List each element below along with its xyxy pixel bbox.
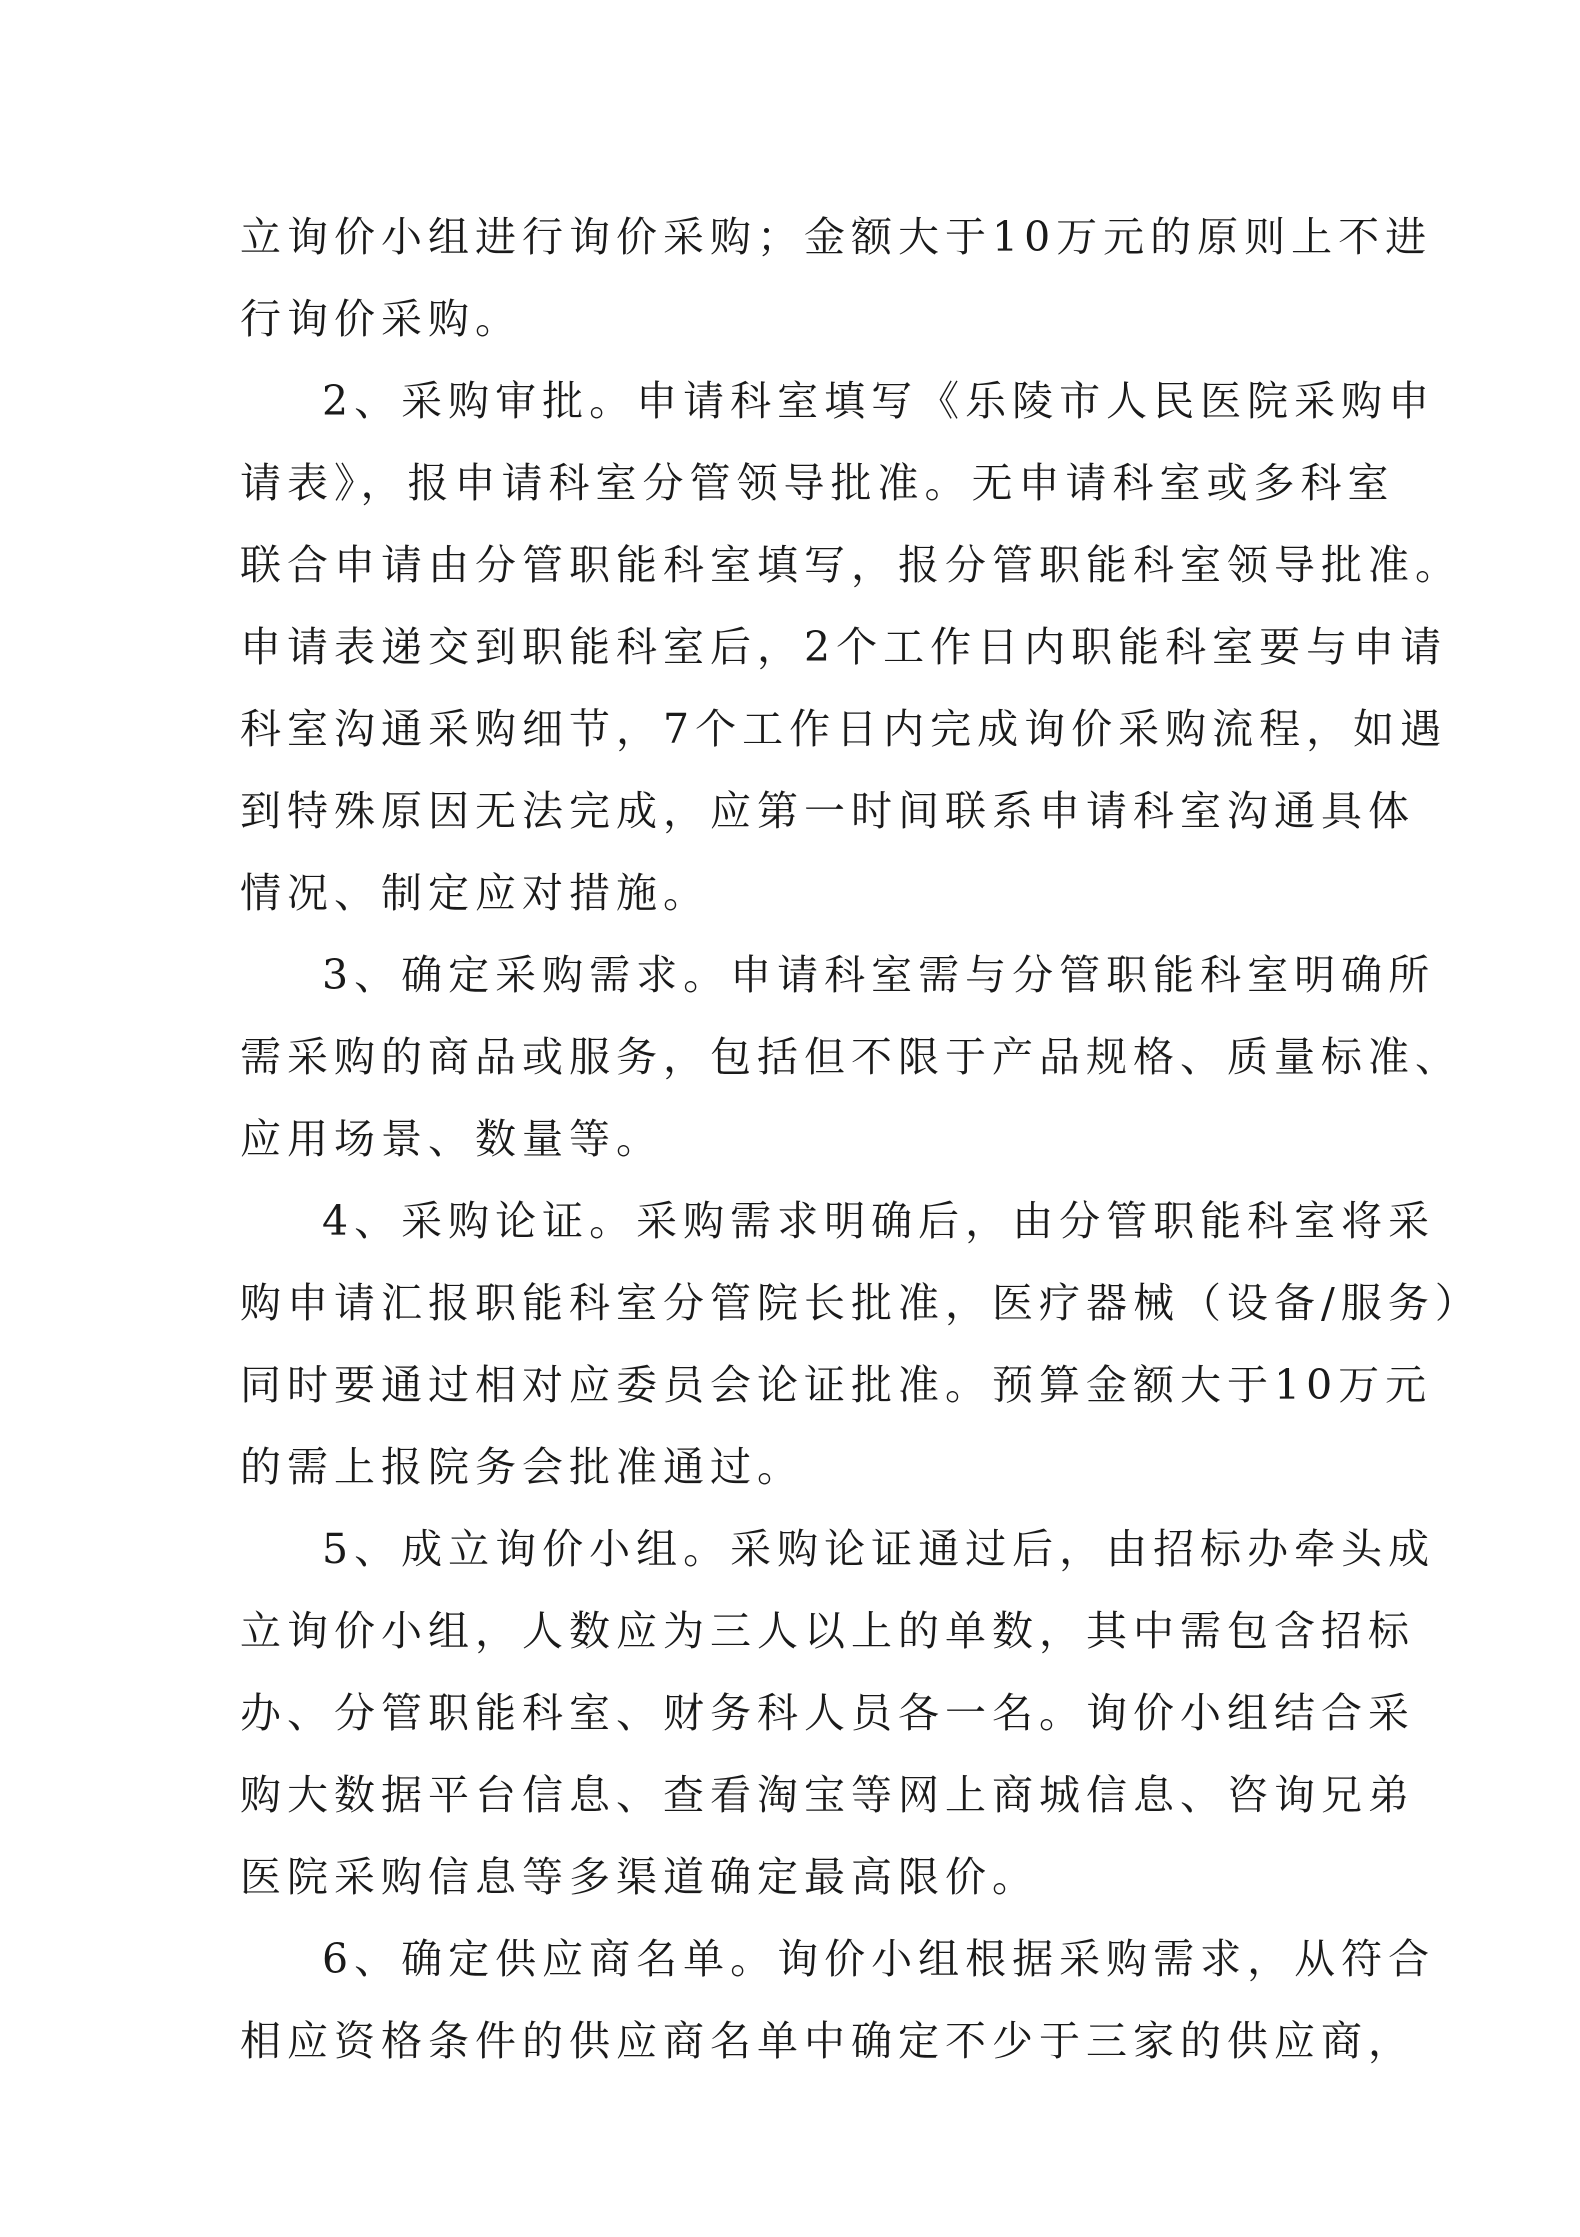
text-line: 2、采购审批。申请科室填写《乐陵市人民医院采购申 — [322, 377, 1436, 425]
paragraph-continuation — [240, 196, 1433, 360]
paragraph-inquiry-group — [240, 1508, 1436, 1918]
text-line: 办、分管职能科室、财务科人员各一名。询价小组结合采 — [240, 1689, 1415, 1737]
text-line: 3、确定采购需求。申请科室需与分管职能科室明确所 — [322, 951, 1436, 999]
text-line: 行询价采购。 — [240, 295, 522, 343]
text-line: 的需上报院务会批准通过。 — [240, 1443, 804, 1491]
text-line: 同时要通过相对应委员会论证批准。预算金额大于10万元 — [240, 1361, 1433, 1409]
text-line: 5、成立询价小组。采购论证通过后，由招标办牵头成 — [322, 1525, 1436, 1573]
text-line: 立询价小组，人数应为三人以上的单数，其中需包含招标 — [240, 1607, 1415, 1655]
text-line: 申请表递交到职能科室后，2个工作日内职能科室要与申请 — [240, 623, 1448, 671]
paragraph-procurement-approval — [240, 360, 1462, 934]
text-line: 相应资格条件的供应商名单中确定不少于三家的供应商， — [240, 2017, 1415, 2065]
paragraph-procurement-review — [240, 1180, 1482, 1508]
text-line: 到特殊原因无法完成，应第一时间联系申请科室沟通具体 — [240, 787, 1415, 835]
text-line: 医院采购信息等多渠道确定最高限价。 — [240, 1853, 1039, 1901]
text-line: 应用场景、数量等。 — [240, 1115, 663, 1163]
text-line: 购大数据平台信息、查看淘宝等网上商城信息、咨询兄弟 — [240, 1771, 1415, 1819]
text-line: 请表》，报申请科室分管领导批准。无申请科室或多科室 — [240, 459, 1395, 507]
text-line: 立询价小组进行询价采购；金额大于10万元的原则上不进 — [240, 213, 1433, 261]
text-line: 需采购的商品或服务，包括但不限于产品规格、质量标准、 — [240, 1033, 1462, 1081]
paragraph-procurement-needs — [240, 934, 1462, 1180]
text-line: 6、确定供应商名单。询价小组根据采购需求，从符合 — [322, 1935, 1436, 1983]
text-line: 4、采购论证。采购需求明确后，由分管职能科室将采 — [322, 1197, 1436, 1245]
text-line: 科室沟通采购细节，7个工作日内完成询价采购流程，如遇 — [240, 705, 1448, 753]
text-line: 情况、制定应对措施。 — [240, 869, 710, 917]
text-line: 购申请汇报职能科室分管院长批准，医疗器械（设备/服务） — [240, 1279, 1482, 1327]
text-line: 联合申请由分管职能科室填写，报分管职能科室领导批准。 — [240, 541, 1462, 589]
document-body — [240, 196, 1482, 2082]
paragraph-supplier-list — [240, 1918, 1436, 2082]
